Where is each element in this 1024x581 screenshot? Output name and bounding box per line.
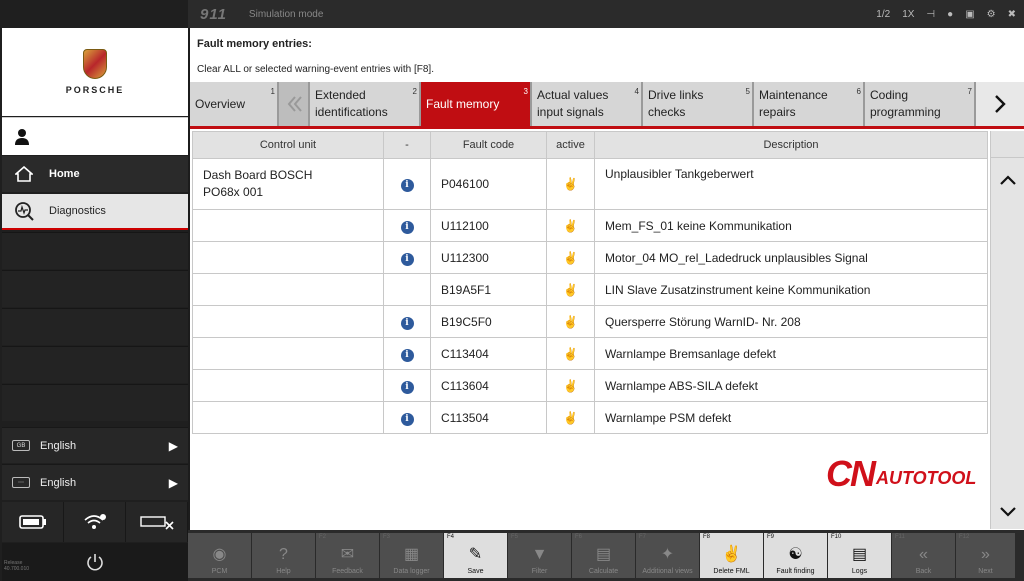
table-row[interactable] bbox=[193, 370, 988, 402]
fault-active-icon: ✌ bbox=[563, 250, 578, 265]
fault-active-icon: ✌ bbox=[563, 314, 578, 329]
sidebar-item-label: Diagnostics bbox=[49, 205, 106, 217]
chevron-right-icon: ▶ bbox=[168, 475, 178, 490]
double-chevron-left-icon: « bbox=[919, 546, 928, 563]
data-logger-button[interactable]: F3 ▦ Data logger bbox=[380, 533, 443, 578]
column-header[interactable]: Control unit bbox=[193, 132, 384, 159]
scroll-up-button[interactable] bbox=[991, 163, 1024, 197]
control-unit-cell bbox=[193, 306, 384, 338]
record-icon[interactable]: ● bbox=[947, 8, 954, 20]
user-icon bbox=[14, 128, 30, 146]
status-bar bbox=[2, 502, 188, 542]
double-chevron-right-icon: » bbox=[981, 546, 990, 563]
scroll-down-button[interactable] bbox=[991, 495, 1024, 529]
description-cell: Mem_FS_01 keine Kommunikation bbox=[595, 210, 988, 242]
table-row[interactable] bbox=[193, 242, 988, 274]
column-header[interactable]: - bbox=[384, 132, 431, 159]
fault-passive-icon: ✌ bbox=[563, 218, 578, 233]
sidebar-item-diagnostics[interactable] bbox=[2, 194, 188, 230]
active-cell bbox=[547, 242, 595, 274]
vehicle-model: 911 bbox=[200, 5, 227, 23]
camera-icon[interactable]: ▣ bbox=[965, 8, 975, 20]
fault-table bbox=[192, 131, 988, 434]
column-header[interactable]: active bbox=[547, 132, 595, 159]
vci-disconnected-icon[interactable] bbox=[126, 502, 188, 542]
fault-code-cell: P046100 bbox=[431, 159, 547, 210]
pcm-button[interactable]: ◉ PCM bbox=[188, 533, 251, 578]
logs-button[interactable]: F10 ▤ Logs bbox=[828, 533, 891, 578]
tab-coding[interactable]: 7 Coding programming bbox=[865, 82, 976, 126]
chevron-right-icon bbox=[993, 93, 1007, 115]
table-row[interactable] bbox=[193, 306, 988, 338]
tab-next-button[interactable] bbox=[976, 82, 1024, 126]
info-cell bbox=[384, 274, 431, 306]
description-cell: Motor_04 MO_rel_Ladedruck unplausibles Signal bbox=[595, 242, 988, 274]
chart-icon: ▦ bbox=[403, 546, 420, 563]
fault-code-cell: B19A5F1 bbox=[431, 274, 547, 306]
language-label: English bbox=[40, 476, 77, 489]
pcm-icon: ◉ bbox=[212, 546, 227, 563]
control-unit-cell bbox=[193, 338, 384, 370]
control-unit-cell bbox=[193, 210, 384, 242]
info-icon: i bbox=[401, 317, 414, 330]
control-unit-cell bbox=[193, 370, 384, 402]
active-cell bbox=[547, 370, 595, 402]
info-cell[interactable] bbox=[384, 306, 431, 338]
language-label: English bbox=[40, 439, 77, 452]
power-button[interactable] bbox=[2, 543, 188, 581]
fault-passive-icon: ✌ bbox=[563, 410, 578, 425]
page-indicator: 1/2 bbox=[876, 8, 891, 20]
tab-back-button[interactable] bbox=[279, 82, 310, 126]
logs-icon: ▤ bbox=[851, 546, 868, 563]
double-chevron-left-icon bbox=[286, 94, 302, 114]
active-cell bbox=[547, 402, 595, 434]
description-cell: Warnlampe Bremsanlage defekt bbox=[595, 338, 988, 370]
fault-passive-icon: ✌ bbox=[563, 378, 578, 393]
porsche-crest-icon bbox=[83, 49, 107, 79]
mode-label: Simulation mode bbox=[248, 8, 324, 20]
sidebar-empty-slot bbox=[2, 308, 188, 345]
tab-bar bbox=[190, 82, 1024, 126]
info-cell[interactable] bbox=[384, 242, 431, 274]
fault-active-icon: ✌ bbox=[563, 177, 578, 191]
page-title: Fault memory entries: bbox=[197, 38, 312, 50]
info-icon: i bbox=[401, 413, 414, 426]
table-row[interactable] bbox=[193, 159, 988, 210]
description-cell: Warnlampe ABS-SILA defekt bbox=[595, 370, 988, 402]
table-row[interactable] bbox=[193, 402, 988, 434]
info-icon: i bbox=[401, 381, 414, 394]
feedback-icon: ✉ bbox=[340, 546, 355, 563]
active-cell bbox=[547, 338, 595, 370]
table-row[interactable] bbox=[193, 210, 988, 242]
help-icon: ? bbox=[279, 546, 288, 563]
info-cell[interactable] bbox=[384, 159, 431, 210]
save-icon: ✎ bbox=[468, 546, 483, 563]
speed-indicator[interactable]: 1X bbox=[902, 8, 915, 20]
fault-finding-icon: ☯ bbox=[788, 546, 803, 563]
description-cell: LIN Slave Zusatzinstrument keine Kommunikation bbox=[595, 274, 988, 306]
sidebar bbox=[0, 0, 188, 581]
column-header[interactable]: Description bbox=[595, 132, 988, 159]
description-cell: Quersperre Störung WarnID- Nr. 208 bbox=[595, 306, 988, 338]
ui-language-selector[interactable] bbox=[2, 427, 188, 463]
pin-icon[interactable]: ⊣ bbox=[926, 8, 936, 20]
fault-code-cell: U112100 bbox=[431, 210, 547, 242]
fault-memory-panel bbox=[190, 126, 1024, 530]
sidebar-item-label: Home bbox=[49, 168, 80, 180]
delete-fml-button[interactable]: F8 ✌ Delete FML bbox=[700, 533, 763, 578]
brand-logo bbox=[2, 28, 188, 116]
fault-code-cell: B19C5F0 bbox=[431, 306, 547, 338]
fault-code-cell: U112300 bbox=[431, 242, 547, 274]
fault-code-cell: C113604 bbox=[431, 370, 547, 402]
additional-views-button[interactable]: F7 ✦ Additional views bbox=[636, 533, 699, 578]
chevron-right-icon: ▶ bbox=[168, 438, 178, 453]
views-icon: ✦ bbox=[660, 546, 675, 563]
info-cell[interactable] bbox=[384, 370, 431, 402]
keyboard-icon: ⋯ bbox=[12, 477, 30, 488]
tab-overview[interactable]: 1 Overview bbox=[190, 82, 279, 126]
control-unit-cell bbox=[193, 242, 384, 274]
version-text: Release 40.700.010 bbox=[4, 560, 30, 572]
table-row[interactable] bbox=[193, 338, 988, 370]
fault-code-cell: C113504 bbox=[431, 402, 547, 434]
brand-wordmark: PORSCHE bbox=[65, 85, 125, 95]
description-cell: Unplausibler Tankgeberwert bbox=[595, 159, 988, 210]
table-header-row bbox=[193, 132, 988, 159]
content-header bbox=[190, 28, 1024, 82]
info-icon: i bbox=[401, 179, 414, 192]
chevron-down-icon bbox=[999, 506, 1017, 518]
control-unit-cell bbox=[193, 402, 384, 434]
feedback-button[interactable]: F2 ✉ Feedback bbox=[316, 533, 379, 578]
user-button[interactable] bbox=[2, 117, 188, 155]
tab-actual-values[interactable]: 4 Actual values input signals bbox=[532, 82, 643, 126]
next-button[interactable]: F12 » Next bbox=[956, 533, 1015, 578]
settings-icon[interactable]: ⚙ bbox=[986, 8, 996, 20]
fault-active-icon: ✌ bbox=[563, 282, 578, 297]
control-unit-cell bbox=[193, 274, 384, 306]
diagnostics-icon bbox=[12, 201, 36, 221]
wifi-icon[interactable] bbox=[64, 502, 126, 542]
active-cell bbox=[547, 274, 595, 306]
back-button[interactable]: F11 « Back bbox=[892, 533, 955, 578]
filter-button[interactable]: F5 ▼ Filter bbox=[508, 533, 571, 578]
chevron-up-icon bbox=[999, 174, 1017, 186]
sidebar-empty-slot bbox=[2, 270, 188, 307]
tab-extended-identifications[interactable]: 2 Extended identifications bbox=[310, 82, 421, 126]
tab-drive-links[interactable]: 5 Drive links checks bbox=[643, 82, 754, 126]
filter-icon: ▼ bbox=[531, 546, 548, 563]
page-subtitle: Clear ALL or selected warning-event entries with [F8]. bbox=[197, 64, 434, 75]
sidebar-empty-slot bbox=[2, 346, 188, 383]
info-cell[interactable] bbox=[384, 402, 431, 434]
table-row[interactable] bbox=[193, 274, 988, 306]
delete-fault-icon: ✌ bbox=[721, 546, 742, 563]
description-cell: Warnlampe PSM defekt bbox=[595, 402, 988, 434]
table-scrollbar[interactable] bbox=[990, 131, 1024, 529]
calculate-button[interactable]: F6 ▤ Calculate bbox=[572, 533, 635, 578]
fault-code-cell: C113404 bbox=[431, 338, 547, 370]
close-icon[interactable]: ✖ bbox=[1007, 8, 1016, 20]
flag-badge: GB bbox=[12, 440, 30, 451]
calculate-icon: ▤ bbox=[595, 546, 612, 563]
control-unit-cell: Dash Board BOSCH PO68x 001 bbox=[193, 159, 384, 210]
active-cell bbox=[547, 306, 595, 338]
power-icon bbox=[86, 553, 104, 571]
info-icon: i bbox=[401, 349, 414, 362]
info-icon: i bbox=[401, 253, 414, 266]
sidebar-item-home[interactable] bbox=[2, 156, 188, 192]
tab-fault-memory[interactable]: 3 Fault memory bbox=[421, 82, 532, 126]
sidebar-empty-slot bbox=[2, 232, 188, 269]
function-key-toolbar bbox=[188, 530, 1024, 581]
active-cell bbox=[547, 159, 595, 210]
title-bar-controls bbox=[876, 0, 1016, 28]
tab-maintenance[interactable]: 6 Maintenance repairs bbox=[754, 82, 865, 126]
info-cell[interactable] bbox=[384, 210, 431, 242]
battery-icon[interactable] bbox=[2, 502, 64, 542]
watermark-logo: CN AUTOTOOL bbox=[826, 453, 977, 494]
info-cell[interactable] bbox=[384, 338, 431, 370]
title-bar bbox=[188, 0, 1024, 28]
home-icon bbox=[12, 164, 36, 184]
active-cell bbox=[547, 210, 595, 242]
fault-finding-button[interactable]: F9 ☯ Fault finding bbox=[764, 533, 827, 578]
keyboard-language-selector[interactable] bbox=[2, 464, 188, 500]
save-button[interactable]: F4 ✎ Save bbox=[444, 533, 507, 578]
sidebar-empty-slot bbox=[2, 384, 188, 421]
help-button[interactable]: ? Help bbox=[252, 533, 315, 578]
fault-passive-icon: ✌ bbox=[563, 346, 578, 361]
column-header[interactable]: Fault code bbox=[431, 132, 547, 159]
info-icon: i bbox=[401, 221, 414, 234]
